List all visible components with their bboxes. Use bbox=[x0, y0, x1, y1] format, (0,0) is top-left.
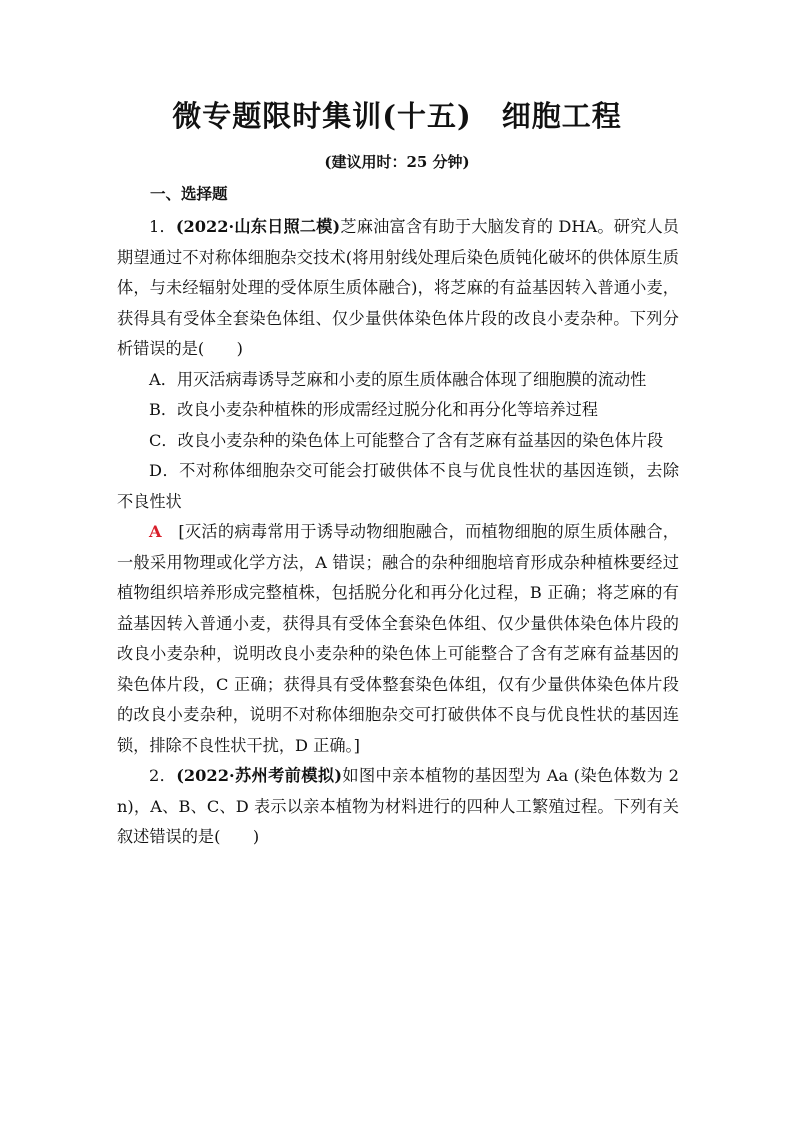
question-1-number: 1． bbox=[149, 217, 176, 236]
option-b bbox=[117, 395, 679, 426]
question-2-text: 如图中亲本植物的基因型为 Aa (染色体数为 2n)，A、B、C、D 表示以亲本植物为材料进行的四种人工繁殖过程。下列有关叙述错误的是( ) bbox=[117, 766, 679, 846]
option-a-label: A． bbox=[149, 369, 177, 389]
option-c bbox=[117, 426, 679, 457]
question-2-stem bbox=[117, 761, 679, 853]
option-a bbox=[117, 365, 679, 396]
page-title: 微专题限时集训(十五) 细胞工程 bbox=[172, 99, 622, 133]
suggested-time: (建议用时：25 分钟) bbox=[324, 153, 470, 171]
section-heading: 一、选择题 bbox=[150, 184, 228, 203]
option-b-label: B． bbox=[149, 400, 178, 419]
option-a-text: 用灭活病毒诱导芝麻和小麦的原生质体融合体现了细胞膜的流动性 bbox=[176, 369, 647, 389]
option-d bbox=[117, 456, 679, 517]
question-1-source: (2022·山东日照二模) bbox=[175, 217, 341, 236]
answer-text: [灭活的病毒常用于诱导动物细胞融合，而植物细胞的原生质体融合，一般采用物理或化学方法，A 错误；融合的杂种细胞培育形成杂种植株要经过植物组织培养形成完整植株，包括脱分化和再分化过程，B 正确；将芝麻的有益基因转入普通小麦，获得具有受体全套染色体组、仅少量供体染色体片段的改良小麦杂种，说明改良小麦杂种的染色体上可能整合了含有芝麻有益基因的染色体片段，C 正确；获得具有受体整套染色体组，仅有少量供体染色体片段的改良小麦杂种，说明不对称体细胞杂交可打破供体不良与优良性状的基因连锁，排除不良性状干扰，D 正确。] bbox=[117, 522, 679, 755]
option-c-label: C． bbox=[149, 430, 178, 450]
option-d-text: 不对称体细胞杂交可能会打破供体不良与优良性状的基因连锁，去除不良性状 bbox=[117, 461, 680, 511]
option-b-text: 改良小麦杂种植株的形成需经过脱分化和再分化等培养过程 bbox=[177, 400, 598, 419]
question-1-text: 芝麻油富含有助于大脑发育的 DHA。研究人员期望通过不对称体细胞杂交技术(将用射线处理后染色质钝化破坏的供体原生质体，与未经辐射处理的受体原生质体融合)，将芝麻的有益基因转入普通小麦，获得具有受体全套染色体组、仅少量供体染色体片段的改良小麦杂种。下列分析错误的是( ) bbox=[117, 217, 679, 358]
option-d-label: D． bbox=[149, 461, 180, 480]
answer-letter: A bbox=[149, 522, 162, 541]
answer-explanation bbox=[117, 517, 679, 761]
question-1-stem bbox=[117, 212, 679, 365]
question-2-source: (2022·苏州考前模拟) bbox=[176, 766, 343, 785]
option-c-text: 改良小麦杂种的染色体上可能整合了含有芝麻有益基因的染色体片段 bbox=[177, 430, 664, 450]
question-2-number: 2． bbox=[149, 766, 177, 785]
question-content bbox=[117, 212, 679, 853]
